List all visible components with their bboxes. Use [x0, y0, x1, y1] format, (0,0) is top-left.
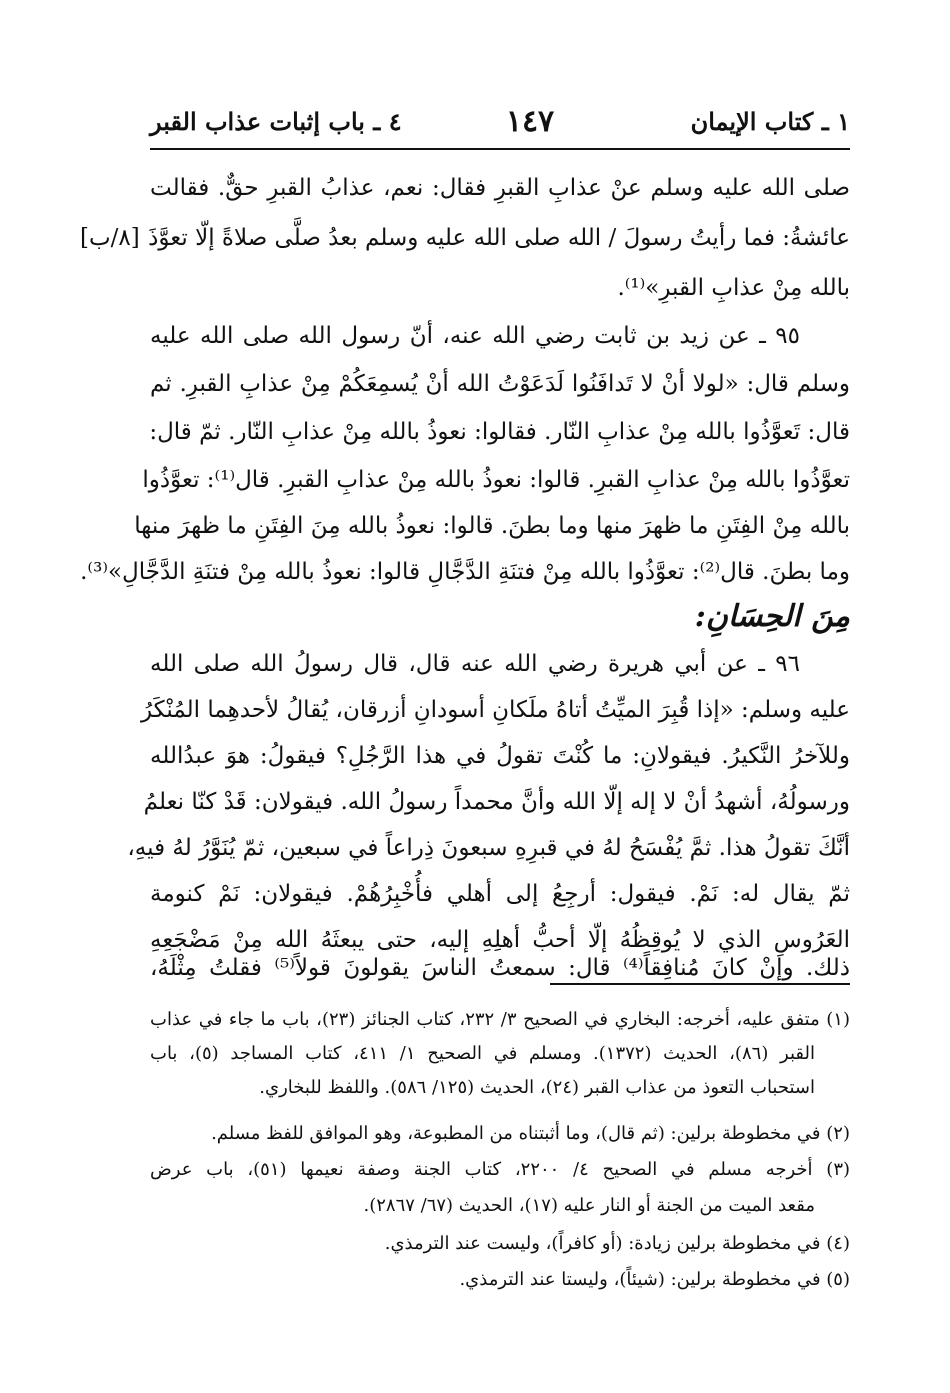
footnote-5: (٥) في مخطوطة برلين: (شيئاً)، وليستا عند الترمذي.: [459, 1269, 850, 1290]
text-line: وسلم قال: «لولا أنْ لا تَدافَنُوا لَدَعَوْتُ الله أنْ يُسمِعَكُمْ مِنْ عذابِ القبرِ. ثم: [150, 371, 850, 397]
text-line: ذلك. وإنْ كانَ مُنافِقاً⁽⁴⁾ قال: سمعتُ الناسَ يقولونَ قولاً⁽⁵⁾ فقلتُ مِثْلَهُ،: [150, 955, 850, 981]
footnote-1-cont: القبر (٨٦)، الحديث (١٣٧٢). ومسلم في الصحيح ١/ ٤١١، كتاب المساجد (٥)، باب: [150, 1043, 815, 1064]
footnote-3-cont: مقعد الميت من الجنة أو النار عليه (١٧)، الحديث (٦٧/ ٢٨٦٧).: [363, 1195, 815, 1216]
hadith-96-start: ٩٦ ـ عن أبي هريرة رضي الله عنه قال، قال رسولُ الله صلى الله: [150, 651, 800, 677]
text-line: أنَّكَ تقولُ هذا. ثمَّ يُفْسَحُ لهُ في قبرِهِ سبعونَ ذِراعاً في سبعين، ثمّ يُنَوَّرُ لهُ فيهِ،: [127, 835, 850, 861]
footnote-2: (٢) في مخطوطة برلين: (ثم قال)، وما أثبتناه من المطبوعة، وهو الموافق للفظ مسلم.: [211, 1123, 850, 1144]
footnote-rule: [550, 983, 850, 985]
text-line: بالله مِنْ عذابِ القبرِ»⁽¹⁾.: [617, 275, 850, 301]
footnote-1: (١) متفق عليه، أخرجه: البخاري في الصحيح ٣/ ٢٣٢، كتاب الجنائز (٢٣)، باب ما جاء في عذاب: [150, 1009, 850, 1030]
text-line: العَرُوسِ الذي لا يُوقِظُهُ إلّا أحبُّ أهلِهِ إليه، حتى يبعثَهُ الله مِنْ مَضْجَعِهِ: [150, 927, 850, 953]
running-head-book: ١ ـ كتاب الإيمان: [690, 107, 850, 136]
section-title: مِنَ الحِسَانِ:: [694, 599, 850, 634]
page-number: ١٤٧: [505, 104, 555, 139]
manuscript-folio-marker: [٨/ب]: [80, 225, 140, 251]
text-line: ثمّ يقال له: نَمْ. فيقول: أرجِعُ إلى أهلي فأُخْبِرُهُمْ. فيقولان: نَمْ كنومة: [150, 881, 850, 907]
text-line: وما بطنَ. قال⁽²⁾: تعوَّذُوا بالله مِنْ فتنَةِ الدَّجَّالِ قالوا: نعوذُ بالله مِنْ فتنَةِ الدَّجَّالِ»⁽³⁾.: [80, 559, 850, 585]
text-line: صلى الله عليه وسلم عنْ عذابِ القبرِ فقال: نعم، عذابُ القبرِ حقٌّ. فقالت: [150, 175, 850, 201]
text-line: عائشةُ: فما رأيتُ رسولَ / الله صلى الله عليه وسلم بعدُ صلَّى صلاةً إلّا تعوَّذَ: [148, 225, 850, 251]
hadith-95-start: ٩٥ ـ عن زيد بن ثابت رضي الله عنه، أنّ رسول الله صلى الله عليه: [150, 323, 800, 349]
footnote-4: (٤) في مخطوطة برلين زيادة: (أو كافراً)، وليست عند الترمذي.: [384, 1233, 850, 1254]
header-rule: [150, 148, 850, 150]
running-head-chapter: ٤ ـ باب إثبات عذاب القبر: [150, 107, 402, 136]
footnote-3: (٣) أخرجه مسلم في الصحيح ٤/ ٢٢٠٠، كتاب الجنة وصفة نعيمها (٥١)، باب عرض: [150, 1159, 851, 1180]
text-line: عليه وسلم: «إذا قُبِرَ الميِّتُ أتاهُ ملَكانِ أسودانِ أزرقان، يُقالُ لأحدهِما المُنْكَرُ: [140, 697, 850, 723]
text-line: بالله مِنْ الفِتَنِ ما ظهرَ منها وما بطنَ. قالوا: نعوذُ بالله مِنَ الفِتَنِ ما ظهرَ منها: [134, 513, 850, 539]
text-line: تعوَّذُوا بالله مِنْ عذابِ القبرِ. قالوا: نعوذُ بالله مِنْ عذابِ القبرِ. قال⁽¹⁾: تعوَّذُوا: [142, 467, 850, 493]
text-line: وللآخرُ النَّكيرُ. فيقولانِ: ما كُنْتَ تقولُ في هذا الرَّجُلِ؟ فيقولُ: هوَ عبدُالله: [150, 743, 850, 769]
footnote-1-cont: استحباب التعوذ من عذاب القبر (٢٤)، الحديث (١٢٥/ ٥٨٦). واللفظ للبخاري.: [259, 1077, 815, 1098]
text-line: قال: تَعوَّذُوا بالله مِنْ عذابِ النّار. فقالوا: نعوذُ بالله مِنْ عذابِ النّار. ثمّ قال:: [149, 419, 850, 445]
text-line: ورسولُهُ، أشهدُ أنْ لا إله إلّا الله وأنَّ محمداً رسولُ الله. فيقولان: قَدْ كنّا نعلمُ: [143, 789, 850, 815]
